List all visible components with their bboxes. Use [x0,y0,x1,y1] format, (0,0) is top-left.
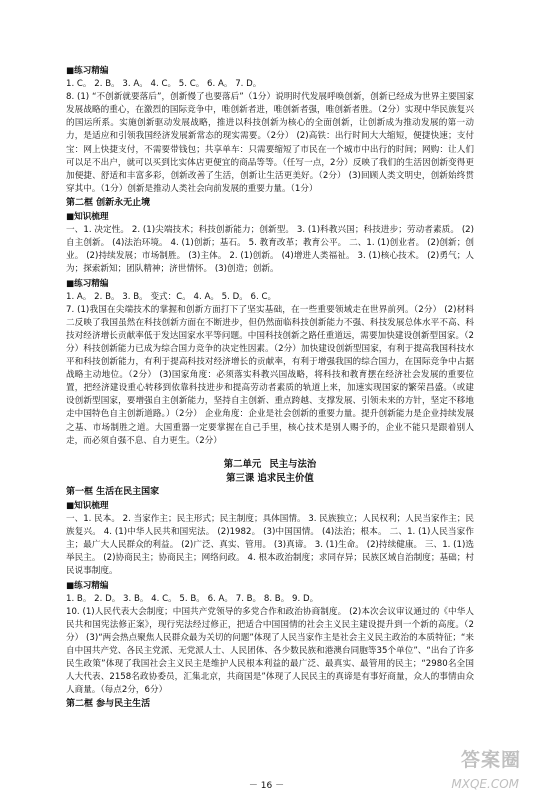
section-heading: ■知识梳理 [66,212,109,223]
answer-page [66,64,474,712]
answer-paragraph: 一、1. 决定性。 2. (1)尖端技术；科技创新能力；创新型。 3. (1)科教兴国；科技进步；劳动者素质。 (2)自主创新。 (4)法治环境。 4. (1)创新；基石。 5. 教育改革；教育公平。 二、1. (1)创业者。 (2)创新；创业。 (2)持续发展；市场制胜。 (3)主体。 2. (1)创新。 (4)增进人类福祉。 3. (1)核心技术。 (2)勇气；人为；探索新知；团队精神；济世情怀。 (3)创造；创新。 [66,225,474,275]
frame-title: 第二框 创新永无止境 [66,197,151,208]
answer-paragraph: 7. (1)我国在尖端技术的掌握和创新方面打下了坚实基础，在一些重要领域走在世界前列。（2分） (2)材料二反映了我国虽然在科技创新方面在不断进步，但仍然面临科技创新能力不强、科技发展总体水平不高、科技对经济增长贡献率低于发达国家水平等问题。中国科技创新之路任重道远，需要加快建设创新型国家。（2分）科技创新能力已成为综合国力竞争的决定性因素。（2分）加快建设创新型国家，有利于提高我国科技水平和科技创新能力，有利于提高科技对经济增长的贡献率，有利于增强我国的综合国力，在国际竞争中占据战略主动地位。（2分） (3)国家角度：必须落实科教兴国战略，将科技和教育摆在经济社会发展的重要位置，把经济建设重心转移到依靠科技进步和提高劳动者素质的轨道上来，加速实现国家的繁荣昌盛。（或建设创新型国家，要增强自主创新能力，坚持自主创新、重点跨越、支撑发展、引领未来的方针，坚定不移地走中国特色自主创新道路。）（2分） 企业角度：企业是社会创新的重要力量。提升创新能力是企业持续发展之基、市场制胜之道。大国重器一定要掌握在自己手里，核心技术是别人赐予的，企业不能只是跟着别人走，而必须自强不息、自力更生。（2分） [66,304,474,446]
section-heading: ■练习精编 [66,278,109,289]
unit-name: 民主与法治 [269,458,317,470]
answer-paragraph: 8. (1) “不创新就要落后”，创新慢了也要落后”（1分）说明时代发展呼唤创新，创新已经成为世界主要国家发展战略的重心，在激烈的国际竞争中，唯创新者进，唯创新者强，唯创新者胜。（2分）实现中华民族复兴的国运所系。实施创新驱动发展战略，推进以科技创新为核心的全面创新，让创新成为推动发展的第一动力，是适应和引领我国经济发展新常态的现实需要。（2分） (2)高铁：出行时间大大缩短，便捷快速；支付宝：网上快捷支付，不需要带钱包；共享单车：只需要缩短了市民在一个城市中出行的时间；网购：让人们可以足不出户，就可以买到比实体店更便宜的商品等等。（任写一点，2分）反映了我们的生活因创新变得更加便捷、舒适和丰富多彩，创新改善了生活，创新让生活更美好。（2分） (3)回顾人类文明史，创新始终贯穿其中。（1分）创新是推动人类社会向前发展的重要力量。（1分） [66,92,474,194]
section-heading: ■练习精编 [66,580,109,591]
frame-title: 第二框 参与民主生活 [66,699,151,710]
section-heading: ■知识梳理 [66,501,109,511]
section-heading: ■练习精编 [66,66,109,76]
watermark-text: 答案圈 [460,749,521,771]
unit-title [66,458,474,471]
watermark-url: MXQE.COM [451,777,519,791]
answer-line: 1. A。 2. B。 3. B。 变式：C。 4. A。 5. D。 6. C。 [66,291,277,302]
unit-number: 第二单元 [223,458,262,470]
lesson-title: 第三课 追求民主价值 [226,472,314,484]
page-number: － 16 － [248,781,285,791]
frame-title: 第一框 生活在民主国家 [66,486,160,497]
answer-line: 1. C。 2. B。 3. A。 4. C。 5. C。 6. A。 7. D。 [66,79,262,90]
answer-paragraph: 一、1. 民本。 2. 当家作主；民主形式；民主制度；具体国情。 3. 民族独立；人民权利；人民当家作主；民族复兴。 4. (1)中华人民共和国宪法。 (2)1982。 (3)中国国情。 (4)法治；根本。 二、1. (1)人民当家作主；最广大人民群众的利益。 (2)广泛、真实、管用。 (3)真谛。 3. (1)生命。 (2)持续健康。 三、1. (1)选举民主。 (2)协商民主；协商民主；网络问政。 4. 根本政治制度；求同存异；民族区域自治制度；基础；村民说事制度。 [66,514,474,577]
answer-line: 1. B。 2. D。 3. B。 4. C。 5. B。 6. A。 7. B。 8. B。 9. D。 [66,593,319,604]
answer-paragraph: 10. (1)人民代表大会制度；中国共产党领导的多党合作和政治协商制度。 (2)本次会议审议通过的《中华人民共和国宪法修正案》，现行宪法经过修正，把适合中国国情的社会主义民主建设提升到一个新的高度。（2分） (3)“两会热点聚焦人民群众最为关切的问题”体现了人民当家作主是社会主义民主政治的本质特征；“来自中国共产党、各民主党派、无党派人士、人民团体、各少数民族和港澳台同胞等35个单位”、“出台了许多民生政策”体现了我国社会主义民主是维护人民根本利益的最广泛、最真实、最管用的民主；“2980名全国人大代表、2158名政协委员，汇集北京，共商国是”体现了人民民主的真谛是有事好商量，众人的事情由众人商量。（每点2分，6分） [66,606,474,696]
